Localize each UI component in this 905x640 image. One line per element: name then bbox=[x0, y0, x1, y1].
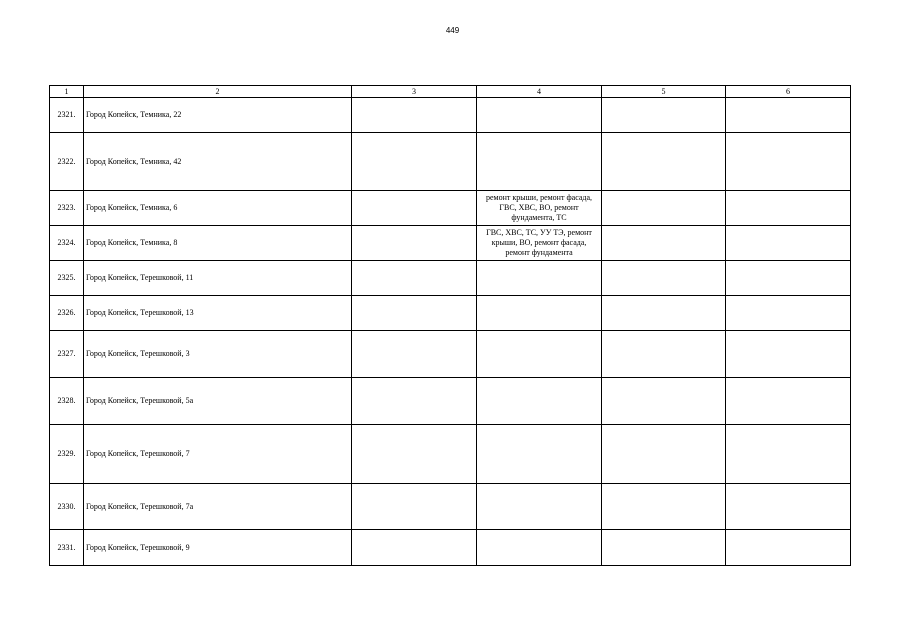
cell-col5 bbox=[602, 98, 726, 133]
table-row bbox=[50, 133, 851, 191]
cell-col5 bbox=[602, 530, 726, 566]
row-number: 2329. bbox=[50, 425, 84, 484]
row-number: 2331. bbox=[50, 530, 84, 566]
row-number: 2330. bbox=[50, 484, 84, 530]
cell-col5 bbox=[602, 191, 726, 226]
column-header: 5 bbox=[602, 86, 726, 98]
address-cell: Город Копейск, Терешковой, 3 bbox=[84, 331, 352, 378]
cell-col5 bbox=[602, 133, 726, 191]
cell-col6 bbox=[726, 296, 851, 331]
repair-works-cell bbox=[477, 378, 602, 425]
table-row bbox=[50, 484, 851, 530]
cell-col5 bbox=[602, 296, 726, 331]
cell-col6 bbox=[726, 331, 851, 378]
table-row bbox=[50, 226, 851, 261]
repair-works-cell bbox=[477, 296, 602, 331]
column-header: 2 bbox=[84, 86, 352, 98]
cell-col6 bbox=[726, 425, 851, 484]
row-number: 2328. bbox=[50, 378, 84, 425]
row-number: 2321. bbox=[50, 98, 84, 133]
table-row bbox=[50, 425, 851, 484]
cell-col5 bbox=[602, 331, 726, 378]
address-cell: Город Копейск, Терешковой, 5а bbox=[84, 378, 352, 425]
address-cell: Город Копейск, Терешковой, 11 bbox=[84, 261, 352, 296]
row-number: 2325. bbox=[50, 261, 84, 296]
cell-col3 bbox=[352, 261, 477, 296]
repair-table bbox=[49, 85, 851, 566]
address-cell: Город Копейск, Терешковой, 7а bbox=[84, 484, 352, 530]
table-row bbox=[50, 378, 851, 425]
address-cell: Город Копейск, Темника, 8 bbox=[84, 226, 352, 261]
repair-works-cell bbox=[477, 530, 602, 566]
table-row bbox=[50, 191, 851, 226]
cell-col6 bbox=[726, 133, 851, 191]
row-number: 2323. bbox=[50, 191, 84, 226]
cell-col3 bbox=[352, 226, 477, 261]
cell-col3 bbox=[352, 191, 477, 226]
repair-works-cell: ГВС, ХВС, ТС, УУ ТЭ, ремонт крыши, ВО, ремонт фасада, ремонт фундамента bbox=[477, 226, 602, 261]
cell-col6 bbox=[726, 226, 851, 261]
cell-col6 bbox=[726, 98, 851, 133]
table-row bbox=[50, 296, 851, 331]
cell-col6 bbox=[726, 484, 851, 530]
column-header: 4 bbox=[477, 86, 602, 98]
repair-works-cell bbox=[477, 98, 602, 133]
cell-col5 bbox=[602, 378, 726, 425]
address-cell: Город Копейск, Терешковой, 13 bbox=[84, 296, 352, 331]
cell-col5 bbox=[602, 425, 726, 484]
cell-col3 bbox=[352, 331, 477, 378]
table-row bbox=[50, 98, 851, 133]
cell-col3 bbox=[352, 98, 477, 133]
address-cell: Город Копейск, Темника, 22 bbox=[84, 98, 352, 133]
page-number: 449 bbox=[445, 26, 460, 35]
table-row bbox=[50, 530, 851, 566]
table-header-row bbox=[50, 86, 851, 98]
table-row bbox=[50, 331, 851, 378]
address-cell: Город Копейск, Темника, 6 bbox=[84, 191, 352, 226]
cell-col3 bbox=[352, 530, 477, 566]
repair-works-cell bbox=[477, 261, 602, 296]
row-number: 2322. bbox=[50, 133, 84, 191]
cell-col6 bbox=[726, 378, 851, 425]
column-header: 3 bbox=[352, 86, 477, 98]
column-header: 1 bbox=[50, 86, 84, 98]
cell-col6 bbox=[726, 261, 851, 296]
cell-col6 bbox=[726, 191, 851, 226]
address-cell: Город Копейск, Терешковой, 9 bbox=[84, 530, 352, 566]
cell-col3 bbox=[352, 378, 477, 425]
table-row bbox=[50, 261, 851, 296]
address-cell: Город Копейск, Темника, 42 bbox=[84, 133, 352, 191]
cell-col3 bbox=[352, 425, 477, 484]
row-number: 2327. bbox=[50, 331, 84, 378]
repair-works-cell bbox=[477, 331, 602, 378]
cell-col3 bbox=[352, 296, 477, 331]
repair-works-cell bbox=[477, 425, 602, 484]
row-number: 2324. bbox=[50, 226, 84, 261]
cell-col5 bbox=[602, 484, 726, 530]
address-cell: Город Копейск, Терешковой, 7 bbox=[84, 425, 352, 484]
column-header: 6 bbox=[726, 86, 851, 98]
cell-col3 bbox=[352, 484, 477, 530]
repair-works-cell: ремонт крыши, ремонт фасада, ГВС, ХВС, ВО, ремонт фундамента, ТС bbox=[477, 191, 602, 226]
cell-col6 bbox=[726, 530, 851, 566]
cell-col5 bbox=[602, 226, 726, 261]
cell-col5 bbox=[602, 261, 726, 296]
cell-col3 bbox=[352, 133, 477, 191]
repair-works-cell bbox=[477, 484, 602, 530]
repair-works-cell bbox=[477, 133, 602, 191]
row-number: 2326. bbox=[50, 296, 84, 331]
